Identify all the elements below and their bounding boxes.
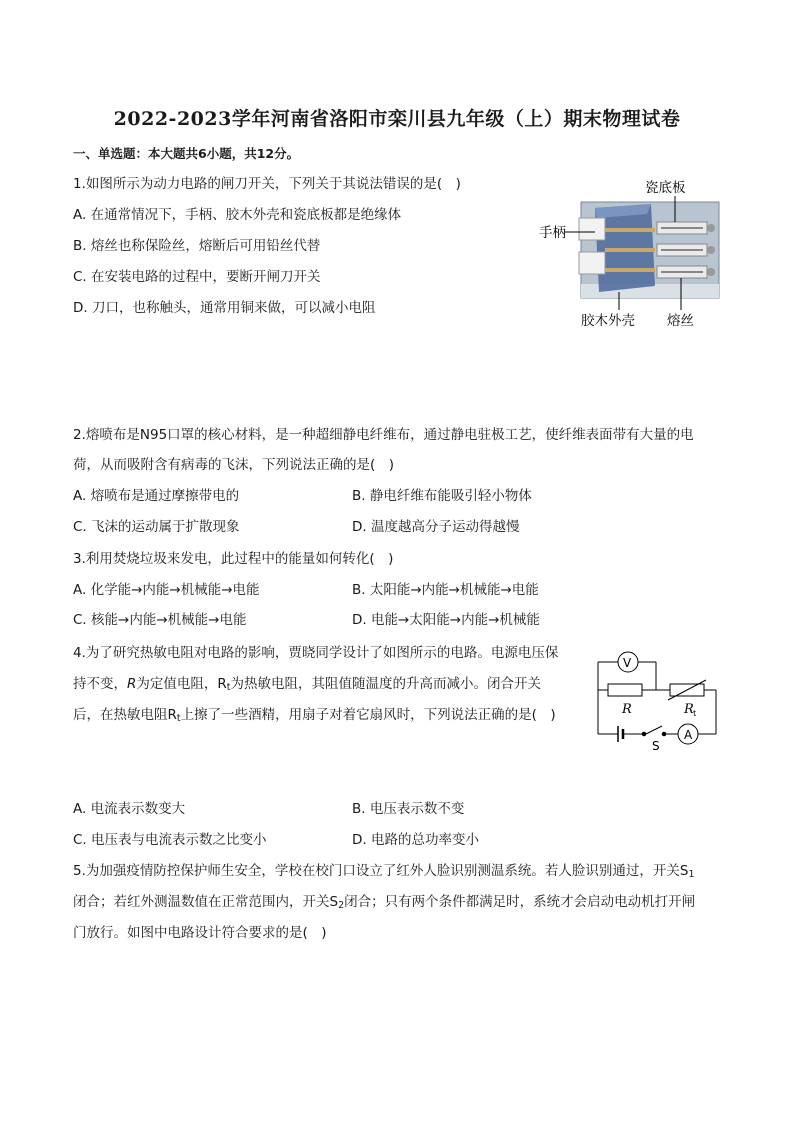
q2-stem-line-1: 2.熔喷布是N95口罩的核心材料，是一种超细静电纤维布，通过静电驻极工艺，使纤维表面带有大量的电 (73, 427, 694, 443)
ammeter-label: A (684, 728, 693, 742)
q2-option-d: D. 温度越高分子运动得越慢 (352, 519, 520, 535)
q4-stem-line-2: 持不变，R为定值电阻，$R_t$为热敏电阻，其阻值随温度的升高而减小。闭合开关 (73, 676, 541, 693)
q4-stem-line-1: 4.为了研究热敏电阻对电路的影响，贾晓同学设计了如图所示的电路。电源电压保 (73, 645, 559, 661)
q5-stem-line-1: 5.为加强疫情防控保护师生安全，学校在校门口设立了红外人脸识别测温系统。若人脸识别通过，开关$S_1$ (73, 863, 695, 880)
q2-option-a: A. 熔喷布是通过摩擦带电的 (73, 488, 240, 504)
q2-option-b: B. 静电纤维布能吸引轻小物体 (352, 488, 532, 504)
q1-stem: 1.如图所示为动力电路的闸刀开关，下列关于其说法错误的是( ) (73, 176, 461, 192)
q3-option-d: D. 电能→太阳能→内能→机械能 (352, 612, 540, 628)
q1-option-a: A. 在通常情况下，手柄、胶木外壳和瓷底板都是绝缘体 (73, 207, 402, 223)
q4-option-b: B. 电压表示数不变 (352, 801, 465, 817)
q4-stem-line-3: 后，在热敏电阻$R_t$上擦了一些酒精，用扇子对着它扇风时，下列说法正确的是( ) (73, 707, 556, 724)
q3-stem: 3.利用焚烧垃圾来发电，此过程中的能量如何转化( ) (73, 551, 394, 567)
switch-label: S (652, 739, 660, 753)
label-fuse: 熔丝 (667, 313, 694, 329)
label-ceramic-base: 瓷底板 (645, 180, 686, 196)
label-bakelite-shell: 胶木外壳 (581, 313, 635, 329)
q2-stem-line-2: 荷，从而吸附含有病毒的飞沫，下列说法正确的是( ) (73, 457, 395, 473)
circuit-diagram (590, 646, 726, 756)
thermistor-circuit-figure (590, 646, 726, 756)
q5-stem-line-3: 门放行。如图中电路设计符合要求的是( ) (73, 925, 327, 941)
section-heading: 一、单选题：本大题共6小题，共12分。 (73, 146, 300, 161)
q3-option-c: C. 核能→内能→机械能→电能 (73, 612, 247, 628)
label-handle: 手柄 (539, 225, 566, 241)
q2-option-c: C. 飞沫的运动属于扩散现象 (73, 519, 240, 535)
q1-option-c: C. 在安装电路的过程中，要断开闸刀开关 (73, 269, 321, 285)
q3-option-a: A. 化学能→内能→机械能→电能 (73, 582, 260, 598)
q3-option-b: B. 太阳能→内能→机械能→电能 (352, 582, 539, 598)
q1-option-d: D. 刀口，也称触头，通常用铜来做，可以减小电阻 (73, 300, 376, 316)
q4-option-a: A. 电流表示数变大 (73, 801, 186, 817)
resistor-label: R (622, 702, 632, 717)
q5-stem-line-2: 闭合；若红外测温数值在正常范围内，开关$S_2$闭合；只有两个条件都满足时，系统才会启动电动机打开闸 (73, 894, 696, 911)
voltmeter-label: V (623, 656, 632, 670)
knife-switch-figure (535, 174, 725, 334)
thermistor-subscript: t (693, 709, 697, 718)
q4-option-c: C. 电压表与电流表示数之比变小 (73, 832, 267, 848)
knife-switch-photo (535, 174, 725, 334)
q4-option-d: D. 电路的总功率变小 (352, 832, 479, 848)
thermistor-label: R (684, 702, 694, 717)
page-title: 2022-2023学年河南省洛阳市栾川县九年级（上）期末物理试卷 (113, 108, 681, 130)
q1-option-b: B. 熔丝也称保险丝，熔断后可用铅丝代替 (73, 238, 321, 254)
